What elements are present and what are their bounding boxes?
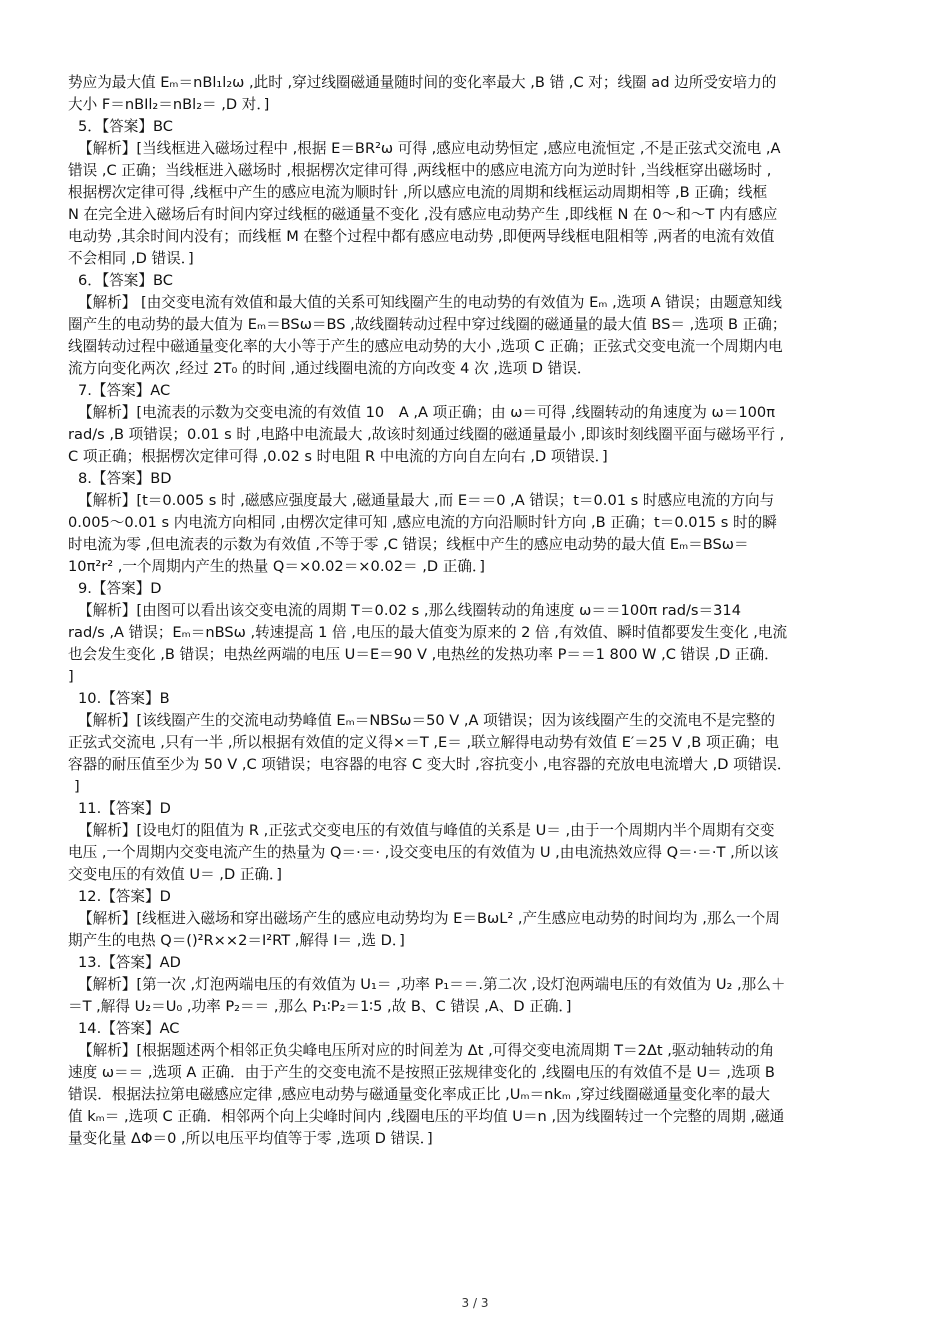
text-line: 12.【答案】D <box>78 888 171 905</box>
text-line: 【解析】[设电灯的阻值为 R ,正弦式交变电压的有效值与峰值的关系是 U＝ ,由于一个周期内半个周期有交变 <box>78 822 775 839</box>
text-line: 错误 ,C 正确；当线框进入磁场时 ,根据楞次定律可得 ,两线框中的感应电流方向为逆时针 ,当线框穿出磁场时 , <box>68 162 772 179</box>
text-line: 值 kₘ＝ ,选项 C 正确．相邻两个向上尖峰时间内 ,线圈电压的平均值 U＝n ,因为线圈转过一个完整的周期 ,磁通 <box>68 1108 785 1125</box>
text-line: 【解析】[根据题述两个相邻正负尖峰电压所对应的时间差为 Δt ,可得交变电流周期 T＝2Δt ,驱动轴转动的角 <box>78 1042 775 1059</box>
text-line: 根据楞次定律可得 ,线框中产生的感应电流为顺时针 ,所以感应电流的周期和线框运动周期相等 ,B 正确；线框 <box>68 184 768 201</box>
text-line: 时电流为零 ,但电流表的示数为有效值 ,不等于零 ,C 错误；线框中产生的感应电动势的最大值 Eₘ＝BSω＝ <box>68 536 749 553</box>
text-line: 6．【答案】BC <box>78 272 173 289</box>
text-line: 速度 ω＝＝ ,选项 A 正确．由于产生的交变电流不是按照正弦规律变化的 ,线圈电压的有效值不是 U＝ ,选项 B <box>68 1064 775 1081</box>
text-line: 量变化量 ΔΦ＝0 ,所以电压平均值等于零 ,选项 D 错误．] <box>68 1130 433 1147</box>
text-line: N 在完全进入磁场后有时间内穿过线框的磁通量不变化 ,没有感应电动势产生 ,即线框 N 在 0～和～T 内有感应 <box>68 206 778 223</box>
text-line: 大小 F＝nBIl₂＝nBl₂＝ ,D 对．] <box>68 96 270 113</box>
text-line: C 项正确；根据楞次定律可得 ,0.02 s 时电阻 R 中电流的方向自左向右 ,D 项错误．] <box>68 448 608 465</box>
text-line: 线圈转动过程中磁通量变化率的大小等于产生的感应电动势的大小 ,选项 C 正确；正弦式交变电流一个周期内电 <box>68 338 783 355</box>
text-line: 势应为最大值 Eₘ＝nBl₁l₂ω ,此时 ,穿过线圈磁通量随时间的变化率最大 ,B 错 ,C 对；线圈 ad 边所受安培力的 <box>68 74 777 91</box>
text-line: 不会相同 ,D 错误．] <box>68 250 194 267</box>
text-line: 电压 ,一个周期内交变电流产生的热量为 Q＝·＝· ,设交变电压的有效值为 U ,由电流热效应得 Q＝·＝·T ,所以该 <box>68 844 779 861</box>
text-line: 交变电压的有效值 U＝ ,D 正确．] <box>68 866 282 883</box>
text-line: 11.【答案】D <box>78 800 171 817</box>
text-line: 10π²r² ,一个周期内产生的热量 Q＝×0.02＝×0.02＝ ,D 正确．] <box>68 558 485 575</box>
text-line: 10.【答案】B <box>78 690 170 707</box>
text-line: 期产生的电热 Q＝()²R××2＝I²RT ,解得 I＝ ,选 D．] <box>68 932 405 949</box>
text-line: rad/s ,A 错误；Eₘ＝nBSω ,转速提高 1 倍 ,电压的最大值变为原来的 2 倍 ,有效值、瞬时值都要发生变化 ,电流 <box>68 624 788 641</box>
text-line: ＝T ,解得 U₂＝U₀ ,功率 P₂＝＝ ,那么 P₁∶P₂＝1∶5 ,故 B、C 错误 ,A、D 正确．] <box>68 998 572 1015</box>
text-line: 【解析】[t＝0.005 s 时 ,磁感应强度最大 ,磁通量最大 ,而 E＝＝0 ,A 错误；t＝0.01 s 时感应电流的方向与 <box>78 492 775 509</box>
text-line: ] <box>68 668 74 685</box>
text-line: 【解析】[由图可以看出该交变电流的周期 T＝0.02 s ,那么线圈转动的角速度 ω＝＝100π rad/s＝314 <box>78 602 741 619</box>
text-line: 流方向变化两次 ,经过 2T₀ 的时间 ,通过线圈电流的方向改变 4 次 ,选项 D 错误． <box>68 360 592 377</box>
text-line: 【解析】[电流表的示数为交变电流的有效值 10 A ,A 项正确；由 ω＝可得 ,线圈转动的角速度为 ω＝100π <box>78 404 775 421</box>
text-line: 14.【答案】AC <box>78 1020 180 1037</box>
text-line: 【解析】[当线框进入磁场过程中 ,根据 E＝BR²ω 可得 ,感应电动势恒定 ,感应电流恒定 ,不是正弦式交流电 ,A <box>78 140 781 157</box>
text-line: ] <box>74 778 80 795</box>
text-line: 13.【答案】AD <box>78 954 181 971</box>
text-line: 容器的耐压值至少为 50 V ,C 项错误；电容器的电容 C 变大时 ,容抗变小 ,电容器的充放电电流增大 ,D 项错误． <box>68 756 792 773</box>
text-line: 【解析】[该线圈产生的交流电动势峰值 Eₘ＝NBSω＝50 V ,A 项错误；因为该线圈产生的交流电不是完整的 <box>78 712 776 729</box>
text-line: 【解析】[线框进入磁场和穿出磁场产生的感应电动势均为 E＝BωL² ,产生感应电动势的时间均为 ,那么一个周 <box>78 910 780 927</box>
text-line: 0.005～0.01 s 内电流方向相同 ,由楞次定律可知 ,感应电流的方向沿顺时针方向 ,B 正确；t＝0.015 s 时的瞬 <box>68 514 777 531</box>
text-line: 【解析】 [由交变电流有效值和最大值的关系可知线圈产生的电动势的有效值为 Eₘ ,选项 A 错误；由题意知线 <box>78 294 782 311</box>
text-line: 8.【答案】BD <box>78 470 172 487</box>
text-line: 正弦式交流电 ,只有一半 ,所以根据有效值的定义得×＝T ,E＝ ,联立解得电动势有效值 E′＝25 V ,B 项正确；电 <box>68 734 779 751</box>
text-line: 【解析】[第一次 ,灯泡两端电压的有效值为 U₁＝ ,功率 P₁＝＝.第二次 ,设灯泡两端电压的有效值为 U₂ ,那么＋ <box>78 976 786 993</box>
text-line: 5．【答案】BC <box>78 118 173 135</box>
document-body <box>68 72 886 1150</box>
text-line: 错误．根据法拉第电磁感应定律 ,感应电动势与磁通量变化率成正比 ,Uₘ＝nkₘ ,穿过线圈磁通量变化率的最大 <box>68 1086 770 1103</box>
text-line: 也会发生变化 ,B 错误；电热丝两端的电压 U＝E＝90 V ,电热丝的发热功率 P＝＝1 800 W ,C 错误 ,D 正确． <box>68 646 779 663</box>
text-line: 圈产生的电动势的最大值为 Eₘ＝BSω＝BS ,故线圈转动过程中穿过线圈的磁通量的最大值 BS＝ ,选项 B 正确； <box>68 316 787 333</box>
text-line: 7.【答案】AC <box>78 382 171 399</box>
page-number: 3 / 3 <box>461 1296 489 1310</box>
text-line: 电动势 ,其余时间内没有；而线框 M 在整个过程中都有感应电动势 ,即便两导线框电阻相等 ,两者的电流有效值 <box>68 228 775 245</box>
text-line: 9.【答案】D <box>78 580 162 597</box>
text-line: rad/s ,B 项错误；0.01 s 时 ,电路中电流最大 ,故该时刻通过线圈的磁通量最小 ,即该时刻线圈平面与磁场平行 , <box>68 426 785 443</box>
